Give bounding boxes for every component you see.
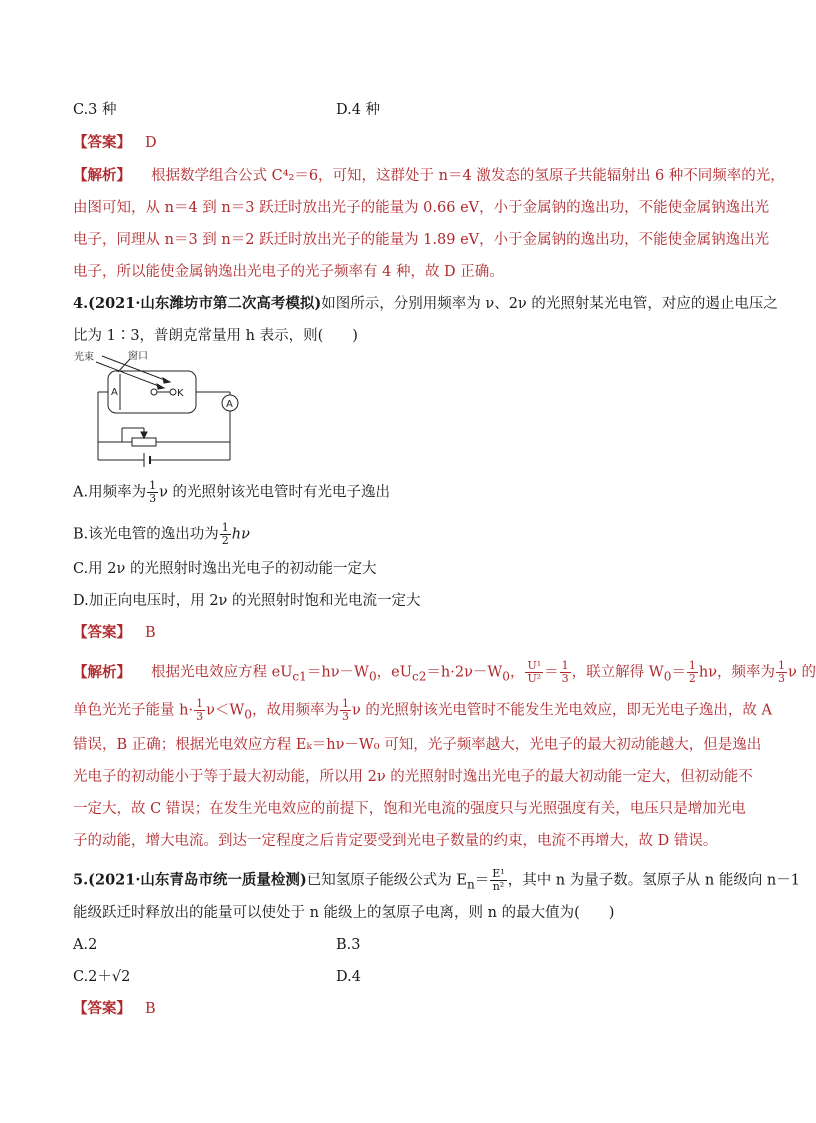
option-text: hν — [231, 526, 250, 543]
q4-option-b — [73, 522, 250, 547]
fraction: $\frac{1}{3}$ — [341, 697, 349, 723]
option-text: ν 的光照射该光电管时有光电子逸出 — [159, 484, 391, 501]
fraction: $\frac{1}{3}$ — [778, 659, 786, 685]
q4-stem-line-2: 比为 1∶3，普朗克常量用 h 表示，则( ) — [73, 328, 358, 344]
label-ammeter: A — [226, 399, 233, 410]
label-anode: A — [111, 387, 118, 398]
q4-stem: 如图所示，分别用频率为 ν、2ν 的光照射某光电管，对应的遏止电压之 — [321, 296, 778, 312]
q5-source: 5.(2021·山东青岛市统一质量检测) — [73, 871, 307, 889]
q4-analysis-line-3: 错误，B 正确；根据光电效应方程 Eₖ＝hν－W₀ 可知，光子频率越大，光电子的最大初动能越大，但是逸出 — [73, 737, 762, 753]
analysis-tag: 【解析】 — [73, 663, 131, 681]
q3-answer — [73, 133, 157, 153]
option-text: A.用频率为 — [73, 484, 147, 501]
q4-source: 4.(2021·山东潍坊市第二次高考模拟) — [73, 295, 322, 312]
answer-tag: 【答案】 — [73, 624, 131, 641]
q5-answer — [73, 999, 156, 1019]
q4-option-c: C.用 2ν 的光照射时逸出光电子的初动能一定大 — [73, 561, 377, 577]
q4-option-d: D.加正向电压时，用 2ν 的光照射时饱和光电流一定大 — [73, 593, 421, 609]
fraction: $\frac{\text{U¹}}{\text{U²}}$ — [527, 659, 542, 685]
q4-analysis-line-1: 【解析】 根据光电效应方程 $eU_{c1}=h\nu-W_0$，$eU_{c2}=h\cdot 2\nu-W_0$， $\frac{\text{U¹}}{\text{U²}}$ ＝ $\frac{1}{3}$ ，联立解得 $W_0=$ $\frac{1}{2}$ hν，频率为 $\frac{1}{3}$ ν 的 — [73, 659, 816, 685]
answer-value: D — [145, 135, 157, 151]
q4-option-a — [73, 480, 390, 505]
q4-answer — [73, 623, 156, 643]
q5-option-c: C.2＋√2 — [73, 969, 131, 985]
q4-analysis-line-5: 一定大，故 C 错误；在发生光电效应的前提下，饱和光电流的强度只与光照强度有关，电压只是增加光电 — [73, 801, 746, 817]
q5-stem-line-1: 5.(2021·山东青岛市统一质量检测)已知氢原子能级公式为 $E_n=$ $\frac{\text{E¹}}{\text{n²}}$ ，其中 n 为量子数。氢原子从 n 能级向 n－1 — [73, 867, 800, 893]
answer-value: B — [145, 1001, 156, 1017]
analysis-tag: 【解析】 — [73, 167, 131, 184]
option-text: B.该光电管的逸出功为 — [73, 526, 219, 543]
q3-option-c: C.3 种 — [73, 102, 117, 118]
q5-stem-line-2: 能级跃迁时释放出的能量可以使处于 n 能级上的氢原子电离，则 n 的最大值为( ) — [73, 905, 615, 921]
photoelectric-circuit-diagram — [70, 348, 250, 470]
fraction: $\frac{1}{3}$ — [561, 659, 569, 685]
q3-analysis-line-2: 由图可知，从 n＝4 到 n＝3 跃迁时放出光子的能量为 0.66 eV，小于金属钠的逸出功，不能使金属钠逸出光 — [73, 200, 770, 216]
q3-analysis-line-3: 电子，同理从 n＝3 到 n＝2 跃迁时放出光子的能量为 1.89 eV，小于金属钠的逸出功，不能使金属钠逸出光 — [73, 232, 770, 248]
q3-analysis-line-1 — [73, 166, 785, 186]
q3-option-d: D.4 种 — [336, 102, 381, 118]
q3-analysis-line-4: 电子，所以能使金属钠逸出光电子的光子频率有 4 种，故 D 正确。 — [73, 264, 504, 280]
fraction: $\frac{1}{2}$ — [688, 659, 696, 685]
q4-analysis-line-6: 子的动能，增大电流。到达一定程度之后肯定要受到光电子数量的约束，电流不再增大，故 D 错误。 — [73, 833, 718, 849]
label-window: 窗口 — [128, 351, 148, 362]
q4-analysis-line-4: 光电子的初动能小于等于最大初动能，所以用 2ν 的光照射时逸出光电子的最大初动能一定大，但初动能不 — [73, 769, 753, 785]
q4-stem-line-1 — [73, 294, 778, 314]
answer-tag: 【答案】 — [73, 1000, 131, 1017]
q5-option-d: D.4 — [336, 969, 361, 985]
fraction: $\frac{1}{2}$ — [221, 521, 229, 547]
analysis-text: 根据数学组合公式 C⁴₂＝6，可知，这群处于 n＝4 激发态的氢原子共能辐射出 6 种不同频率的光， — [151, 168, 785, 184]
answer-value: B — [145, 625, 156, 641]
label-cathode: K — [177, 388, 184, 399]
q5-option-b: B.3 — [336, 937, 361, 953]
fraction: $\frac{1}{3}$ — [149, 479, 157, 505]
answer-tag: 【答案】 — [73, 134, 131, 151]
q5-option-a: A.2 — [73, 937, 98, 953]
fraction: $\frac{1}{3}$ — [196, 697, 204, 723]
fraction: $\frac{\text{E¹}}{\text{n²}}$ — [492, 867, 505, 893]
q4-analysis-line-2: 单色光光子能量 h· $\frac{1}{3}$ $\nu<W_0$，故用频率为 $\frac{1}{3}$ ν 的光照射该光电管时不能发生光电效应，即无光电子逸出，故 A — [73, 697, 772, 723]
label-light-beam: 光束 — [74, 352, 94, 363]
